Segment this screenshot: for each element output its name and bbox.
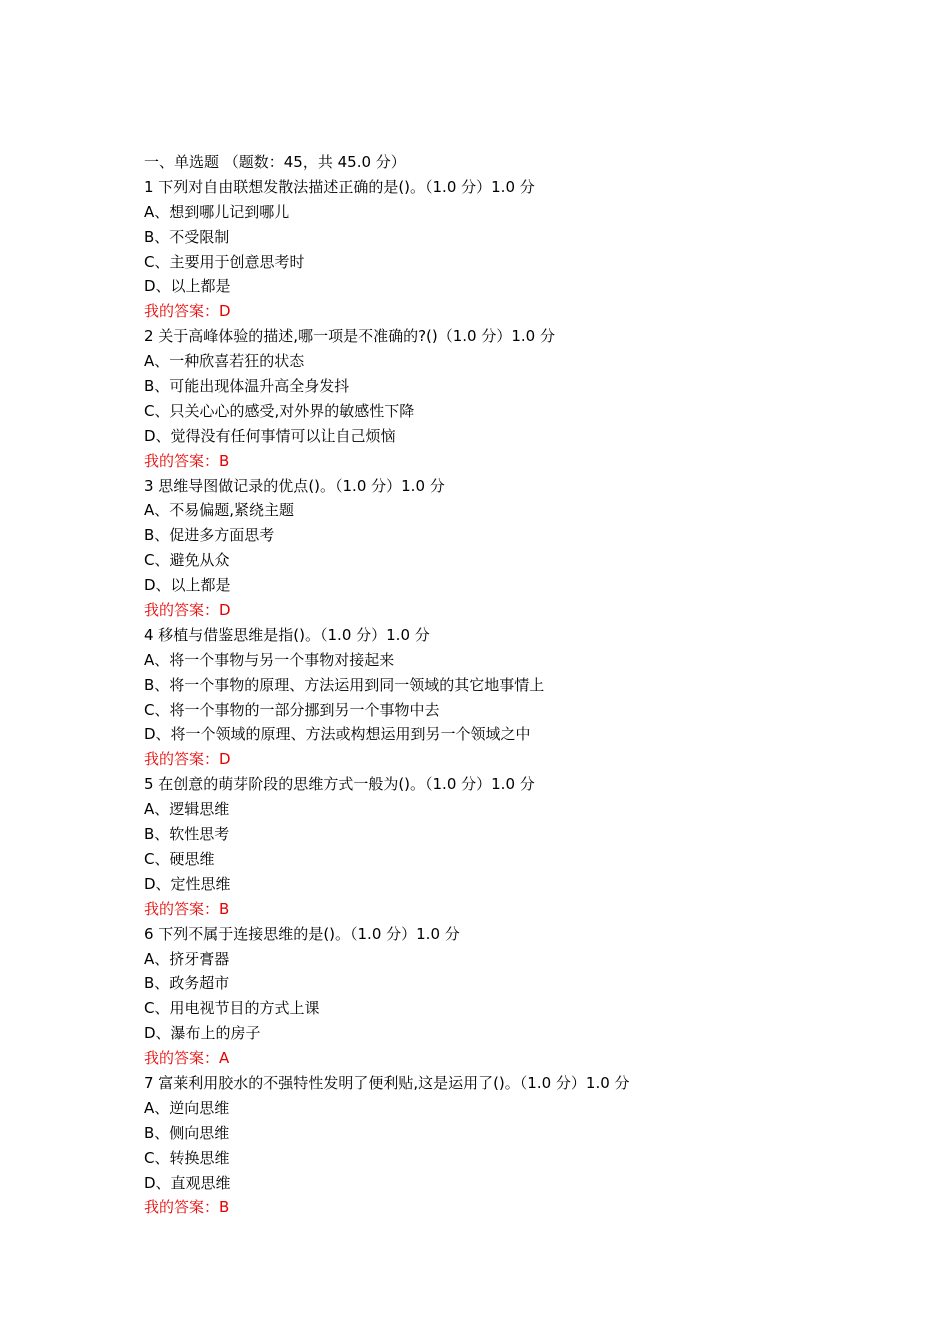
question-block xyxy=(144,772,904,921)
option-c: C、只关心心的感受,对外界的敏感性下降 xyxy=(144,401,415,420)
option-d: D、觉得没有任何事情可以让自己烦恼 xyxy=(144,426,396,445)
option-d: D、将一个领域的原理、方法或构想运用到另一个领域之中 xyxy=(144,725,531,744)
question-stem: 3 思维导图做记录的优点()。（1.0 分）1.0 分 xyxy=(144,476,445,495)
option-b: B、促进多方面思考 xyxy=(144,526,275,545)
option-b: B、软性思考 xyxy=(144,825,230,844)
option-c: C、硬思维 xyxy=(144,849,215,868)
option-b: B、政务超市 xyxy=(144,974,230,993)
option-c: C、主要用于创意思考时 xyxy=(144,252,305,271)
question-block xyxy=(144,324,904,473)
option-d: D、直观思维 xyxy=(144,1173,231,1192)
option-b: B、侧向思维 xyxy=(144,1123,230,1142)
my-answer: 我的答案：B xyxy=(144,451,230,470)
option-c: C、用电视节目的方式上课 xyxy=(144,999,320,1018)
option-a: A、想到哪儿记到哪儿 xyxy=(144,202,290,221)
option-a: A、逆向思维 xyxy=(144,1098,230,1117)
question-block xyxy=(144,474,904,623)
option-d: D、瀑布上的房子 xyxy=(144,1024,261,1043)
option-a: A、不易偏题,紧绕主题 xyxy=(144,501,295,520)
option-d: D、以上都是 xyxy=(144,576,231,595)
question-block xyxy=(144,1071,904,1220)
option-c: C、转换思维 xyxy=(144,1148,230,1167)
option-d: D、以上都是 xyxy=(144,277,231,296)
option-d: D、定性思维 xyxy=(144,874,231,893)
my-answer: 我的答案：D xyxy=(144,302,231,321)
section-title: 一、单选题 （题数：45，共 45.0 分） xyxy=(144,153,406,171)
option-b: B、将一个事物的原理、方法运用到同一领域的其它地事情上 xyxy=(144,675,545,694)
document-page xyxy=(144,150,904,1220)
question-block xyxy=(144,175,904,324)
my-answer: 我的答案：B xyxy=(144,1198,230,1217)
option-b: B、可能出现体温升高全身发抖 xyxy=(144,377,350,396)
my-answer: 我的答案：B xyxy=(144,899,230,918)
my-answer: 我的答案：D xyxy=(144,601,231,620)
question-block xyxy=(144,922,904,1071)
question-stem: 7 富莱利用胶水的不强特性发明了便利贴,这是运用了()。（1.0 分）1.0 分 xyxy=(144,1073,630,1092)
option-a: A、一种欣喜若狂的状态 xyxy=(144,352,305,371)
question-stem: 5 在创意的萌芽阶段的思维方式一般为()。（1.0 分）1.0 分 xyxy=(144,775,535,794)
option-a: A、将一个事物与另一个事物对接起来 xyxy=(144,650,395,669)
my-answer: 我的答案：A xyxy=(144,1049,230,1068)
question-stem: 6 下列不属于连接思维的是()。（1.0 分）1.0 分 xyxy=(144,924,460,943)
option-c: C、避免从众 xyxy=(144,551,230,570)
option-b: B、不受限制 xyxy=(144,227,230,246)
question-stem: 2 关于高峰体验的描述,哪一项是不准确的?()（1.0 分）1.0 分 xyxy=(144,327,555,346)
question-stem: 4 移植与借鉴思维是指()。（1.0 分）1.0 分 xyxy=(144,625,430,644)
option-c: C、将一个事物的一部分挪到另一个事物中去 xyxy=(144,700,440,719)
option-a: A、逻辑思维 xyxy=(144,800,230,819)
my-answer: 我的答案：D xyxy=(144,750,231,769)
question-stem: 1 下列对自由联想发散法描述正确的是()。（1.0 分）1.0 分 xyxy=(144,177,535,196)
question-block xyxy=(144,623,904,772)
option-a: A、挤牙膏器 xyxy=(144,949,230,968)
